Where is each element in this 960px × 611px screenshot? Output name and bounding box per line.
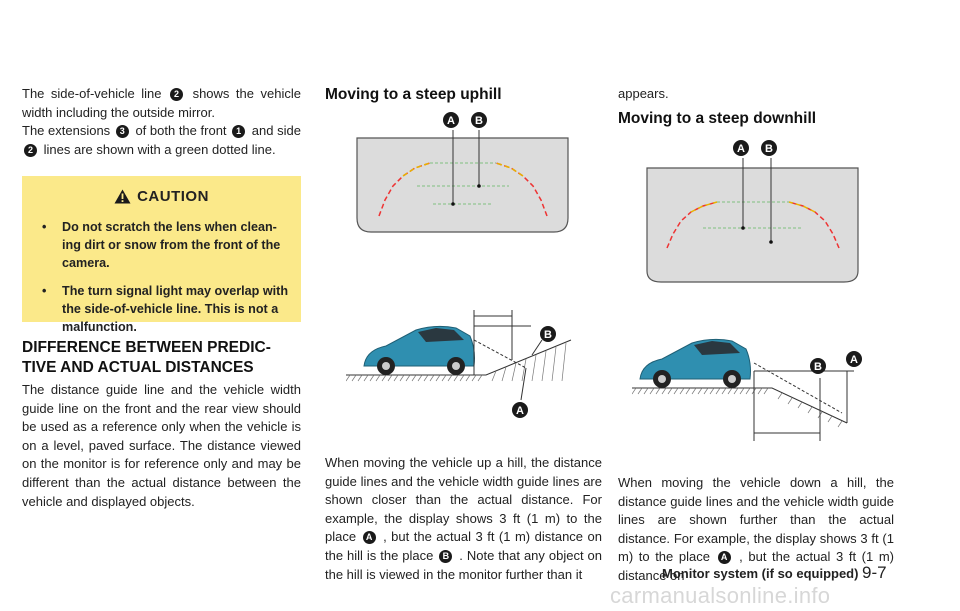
downhill-monitor-figure (645, 136, 860, 286)
caution-item: • Do not scratch the lens when clean-ing dirt or snow from the front of the camera. (32, 218, 291, 272)
paragraph-downhill: When moving the vehicle down a hill, the distance guide lines and the vehicle width guide lines are shown further than the actual distance. For example, the display shows 3 ft (1 m) to the place A , but the actual 3 ft (1 m) distance on (618, 475, 894, 583)
caution-list (32, 218, 291, 346)
paragraph-distances: The distance guide line and the vehicle width guide line on the front and the rear view should be used as a reference only when the vehicle is on a level, paved surface. The distance viewed on the monitor is for reference only and may be different than the actual distance between the vehicle and displayed objects. (22, 382, 301, 509)
callout-A: A (363, 531, 376, 544)
label-B: B (765, 143, 773, 155)
caution-box (22, 176, 301, 334)
footer-section: Monitor system (if so equipped) (662, 566, 859, 581)
warning-icon (114, 189, 131, 204)
callout-2: 2 (24, 144, 37, 157)
callout-1: 1 (232, 125, 245, 138)
paragraph-uphill: When moving the vehicle up a hill, the distance guide lines and the vehicle width guide lines are shown closer than the actual distance. For example, the display shows 3 ft (1 m) to the place A , but the actual 3 ft (1 m) distance on the hill is the place B . Note that any object on the hill is viewed in the monitor further than it (325, 455, 602, 582)
watermark: carmanualsonline.info (610, 583, 831, 608)
downhill-side-figure (632, 333, 862, 445)
appears-text: appears. (618, 86, 669, 101)
uphill-monitor-figure (355, 108, 570, 244)
uphill-side-figure (346, 300, 576, 430)
callout-3: 3 (116, 125, 129, 138)
section-heading: DIFFERENCE BETWEEN PREDIC-TIVE AND ACTUAL DISTANCES (22, 339, 271, 376)
label-B: B (544, 329, 552, 341)
page-number: 9-7 (862, 563, 887, 582)
label-B: B (475, 115, 483, 127)
uphill-heading: Moving to a steep uphill (325, 86, 502, 103)
downhill-heading: Moving to a steep downhill (618, 110, 817, 127)
caution-title: CAUTION (22, 188, 301, 205)
caution-item: • The turn signal light may overlap with the side-of-vehicle line. This is not a malfunction. (32, 282, 291, 336)
callout-A: A (718, 551, 731, 564)
label-A: A (516, 405, 524, 417)
callout-2: 2 (170, 88, 183, 101)
label-A: A (447, 115, 455, 127)
label-A: A (850, 354, 858, 366)
callout-B: B (439, 550, 452, 563)
paragraph-side-line: The side-of-vehicle line 2 shows the vehicle width including the outside mirror. (22, 86, 301, 120)
paragraph-extensions: The extensions 3 of both the front 1 and side 2 lines are shown with a green dotted line. (22, 123, 301, 157)
label-A: A (737, 143, 745, 155)
label-B: B (814, 361, 822, 373)
